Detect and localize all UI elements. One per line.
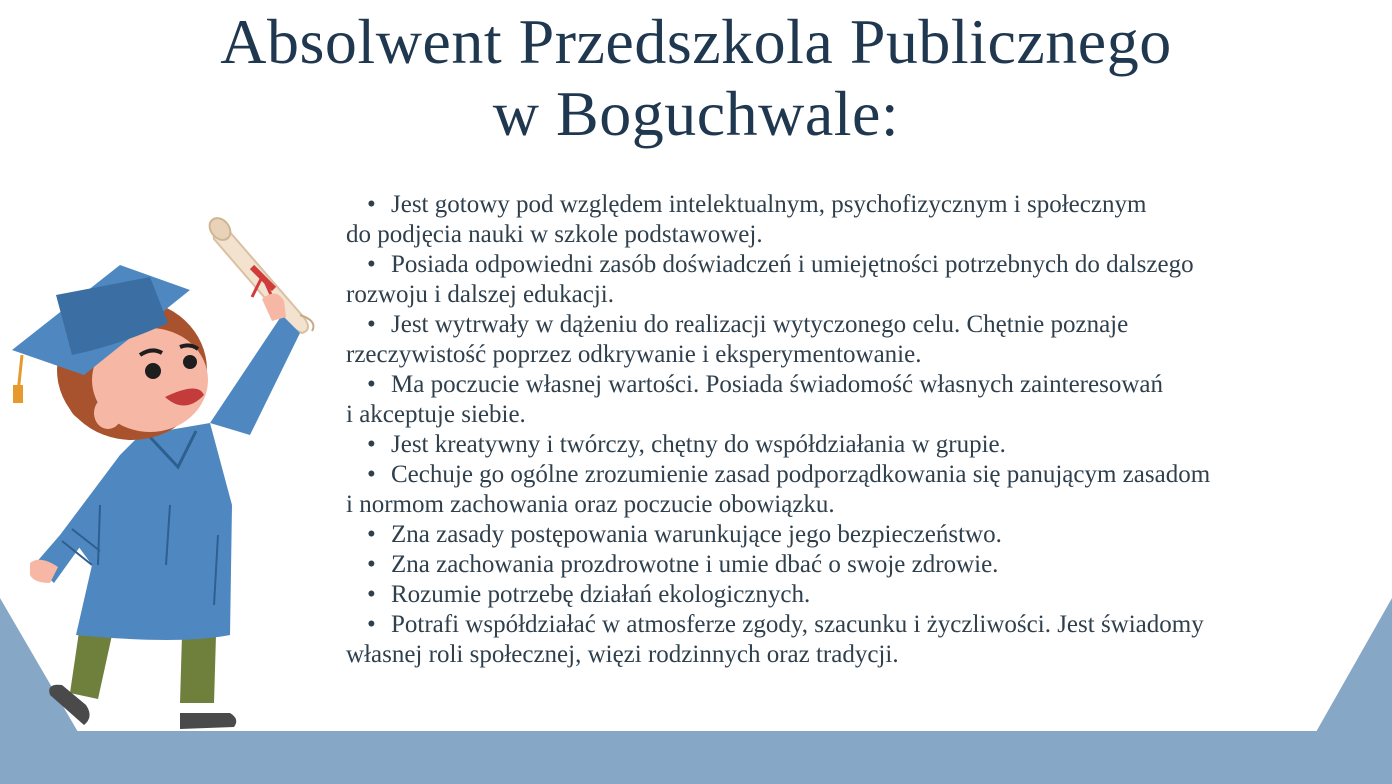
list-item <box>346 190 1346 250</box>
list-item-text: Jest kreatywny i twórczy, chętny do współdziałania w grupie. <box>391 431 1006 458</box>
list-item-continuation: i normom zachowania oraz poczucie obowiązku. <box>346 491 835 518</box>
list-item <box>346 370 1346 430</box>
list-item <box>346 460 1346 520</box>
title-line-1: Absolwent Przedszkola Publicznego <box>220 6 1172 77</box>
list-item <box>346 580 1346 610</box>
list-item-text: Zna zachowania prozdrowotne i umie dbać o swoje zdrowie. <box>391 551 999 578</box>
diploma-scroll-icon <box>205 214 313 333</box>
graduate-traits-list <box>346 190 1346 670</box>
list-item-continuation: rozwoju i dalszej edukacji. <box>346 281 614 308</box>
title-line-2: w Boguchwale: <box>492 78 900 149</box>
list-item-continuation: do podjęcia nauki w szkole podstawowej. <box>346 221 763 248</box>
page-title <box>0 6 1392 150</box>
list-item-text: Posiada odpowiedni zasób doświadczeń i umiejętności potrzebnych do dalszego <box>391 251 1194 278</box>
list-item <box>346 550 1346 580</box>
list-item <box>346 520 1346 550</box>
list-item-continuation: własnej roli społecznej, więzi rodzinnych oraz tradycji. <box>346 641 899 668</box>
list-item <box>346 250 1346 310</box>
list-item-text: Zna zasady postępowania warunkujące jego bezpieczeństwo. <box>391 521 1002 548</box>
list-item-continuation: i akceptuje siebie. <box>346 401 526 428</box>
list-item-text: Rozumie potrzebę działań ekologicznych. <box>391 581 811 608</box>
list-item-text: Ma poczucie własnej wartości. Posiada świadomość własnych zainteresowań <box>391 371 1163 398</box>
list-item-text: Jest wytrwały w dążeniu do realizacji wytyczonego celu. Chętnie poznaje <box>391 311 1129 338</box>
list-item <box>346 610 1346 670</box>
list-item-continuation: rzeczywistość poprzez odkrywanie i eksperymentowanie. <box>346 341 922 368</box>
legs <box>49 625 236 729</box>
list-item-text: Cechuje go ogólne zrozumienie zasad podporządkowania się panującym zasadom <box>391 461 1211 488</box>
list-item-text: Potrafi współdziałać w atmosferze zgody, szacunku i życzliwości. Jest świadomy <box>391 611 1204 638</box>
list-item <box>346 310 1346 370</box>
list-item-text: Jest gotowy pod względem intelektualnym, psychofizycznym i społecznym <box>391 191 1147 218</box>
graduate-child-illustration <box>0 205 330 745</box>
list-item <box>346 430 1346 460</box>
